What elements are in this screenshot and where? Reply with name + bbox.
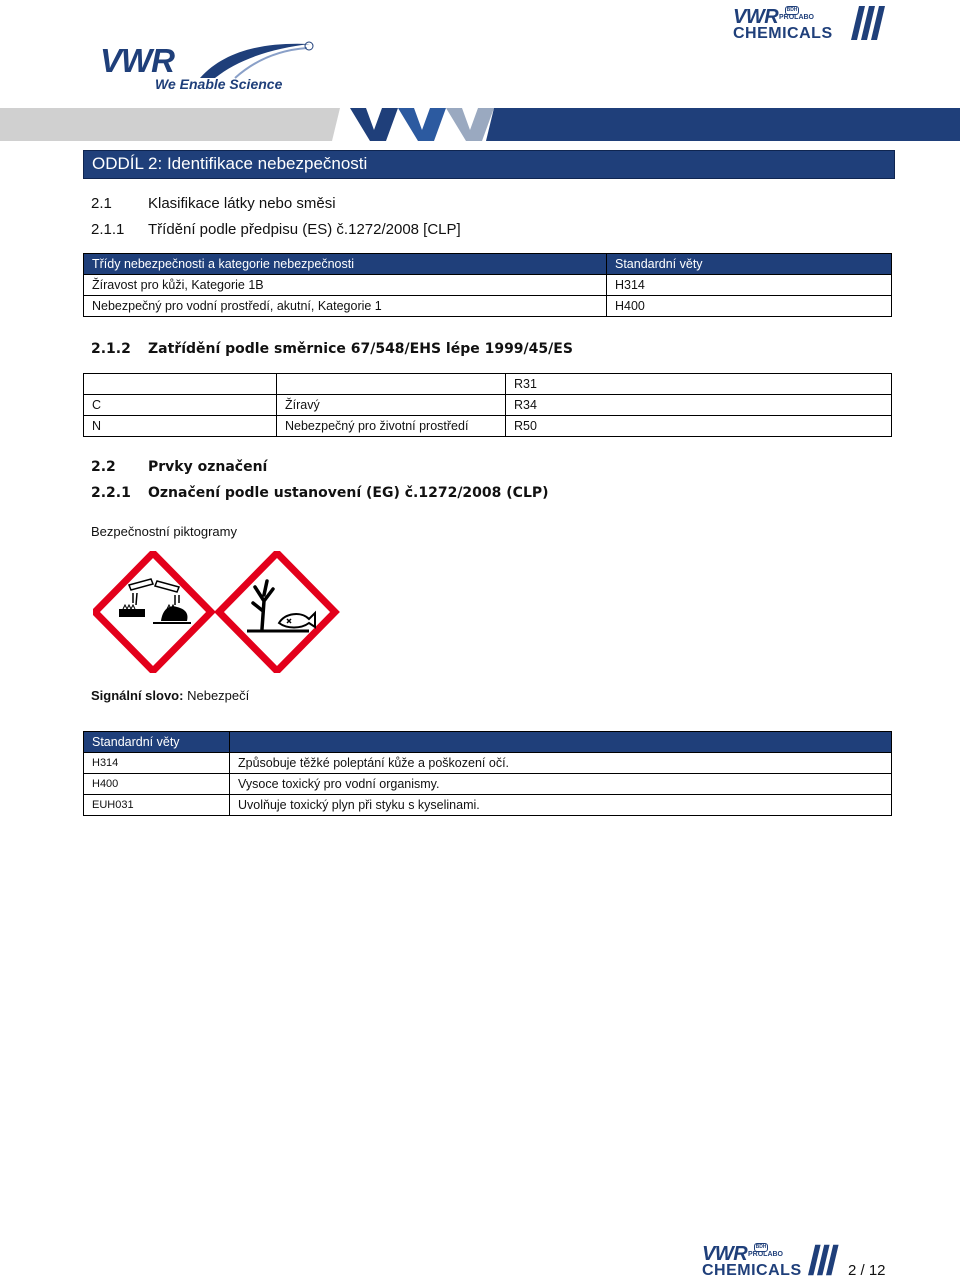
heading-2-1-2: [91, 341, 573, 357]
heading-number: 2.1.1: [91, 221, 125, 238]
heading-label: Třídění podle předpisu (ES) č.1272/2008 [CLP]: [148, 221, 461, 238]
heading-label: Prvky označení: [148, 459, 268, 475]
table-cell: Vysoce toxický pro vodní organismy.: [230, 774, 892, 795]
table-cell: Způsobuje těžké poleptání kůže a poškození očí.: [230, 753, 892, 774]
table-cell: H400: [607, 296, 892, 317]
heading-number: 2.1: [91, 195, 112, 212]
table-header-row: [84, 254, 892, 275]
vwr-chemicals-logo-top: [733, 6, 893, 46]
heading-2-2-1: [91, 485, 549, 501]
chem-logo-sub: CHEMICALS: [702, 1262, 802, 1279]
chem-stripes-icon: [851, 6, 891, 40]
heading-label: Klasifikace látky nebo směsi: [148, 195, 336, 212]
signal-word-value: Nebezpečí: [187, 688, 250, 703]
table-cell: N: [84, 416, 277, 437]
vwr-logo: [100, 40, 315, 95]
vwr-swoosh-icon: [195, 40, 315, 80]
table-cell: R34: [506, 395, 892, 416]
chem-logo-word: VWR: [702, 1243, 748, 1265]
dsd-classification-table: [83, 373, 892, 437]
heading-2-1: [91, 195, 336, 212]
table-header-cell: Standardní věty: [84, 732, 230, 753]
table-cell: Uvolňuje toxický plyn při styku s kyselinami.: [230, 795, 892, 816]
table-header-cell: Standardní věty: [607, 254, 892, 275]
signal-word-label: Signální slovo:: [91, 688, 184, 703]
bdh-badge: BDH: [755, 1244, 767, 1250]
section-title: ODDÍL 2: Identifikace nebezpečnosti: [92, 154, 368, 173]
vwr-logo-word: VWR: [100, 42, 174, 79]
chem-logo-sub: CHEMICALS: [733, 25, 833, 42]
table-header-cell: Třídy nebezpečnosti a kategorie nebezpečnosti: [84, 254, 607, 275]
header-band: [0, 108, 960, 141]
table-cell: R50: [506, 416, 892, 437]
vwr-logo-tagline: We Enable Science: [155, 76, 283, 92]
pictograms-label: Bezpečnostní piktogramy: [91, 524, 237, 539]
bdh-badge: BDH: [786, 7, 798, 13]
prolabo-text: PROLABO: [748, 1251, 783, 1258]
heading-label: Zatřídění podle směrnice 67/548/EHS lépe 1999/45/ES: [148, 341, 573, 357]
table-cell: H314: [84, 753, 230, 774]
prolabo-text: PROLABO: [779, 14, 814, 21]
table-cell: [277, 374, 506, 395]
heading-number: 2.1.2: [91, 341, 131, 357]
table-row: [84, 416, 892, 437]
ghs-pictograms: [93, 551, 343, 673]
heading-label: Označení podle ustanovení (EG) č.1272/2008 (CLP): [148, 485, 549, 501]
table-cell: Nebezpečný pro vodní prostředí, akutní, Kategorie 1: [84, 296, 607, 317]
heading-2-1-1: [91, 221, 461, 238]
table-row: [84, 774, 892, 795]
table-cell: Žíravý: [277, 395, 506, 416]
corrosion-pictogram-icon: [95, 553, 211, 671]
heading-number: 2.2.1: [91, 485, 131, 501]
chem-stripes-icon: [808, 1243, 844, 1277]
table-cell: EUH031: [84, 795, 230, 816]
signal-word-line: [91, 688, 249, 703]
table-header-cell: [230, 732, 892, 753]
table-cell: C: [84, 395, 277, 416]
table-header-row: [84, 732, 892, 753]
heading-2-2: [91, 459, 267, 475]
table-cell: Žíravost pro kůži, Kategorie 1B: [84, 275, 607, 296]
table-cell: [84, 374, 277, 395]
page-number: 2 / 12: [848, 1262, 886, 1279]
table-cell: H314: [607, 275, 892, 296]
table-row: [84, 753, 892, 774]
hazard-statements-table: [83, 731, 892, 816]
table-row: [84, 275, 892, 296]
clp-classification-table: [83, 253, 892, 317]
chem-logo-word: VWR: [733, 6, 779, 28]
environment-pictogram-icon: [219, 553, 335, 671]
table-cell: H400: [84, 774, 230, 795]
table-row: [84, 374, 892, 395]
section-header: [83, 150, 895, 179]
table-cell: R31: [506, 374, 892, 395]
table-row: [84, 795, 892, 816]
table-row: [84, 395, 892, 416]
table-row: [84, 296, 892, 317]
heading-number: 2.2: [91, 459, 116, 475]
table-cell: Nebezpečný pro životní prostředí: [277, 416, 506, 437]
vwr-chemicals-logo-footer: [702, 1243, 862, 1283]
